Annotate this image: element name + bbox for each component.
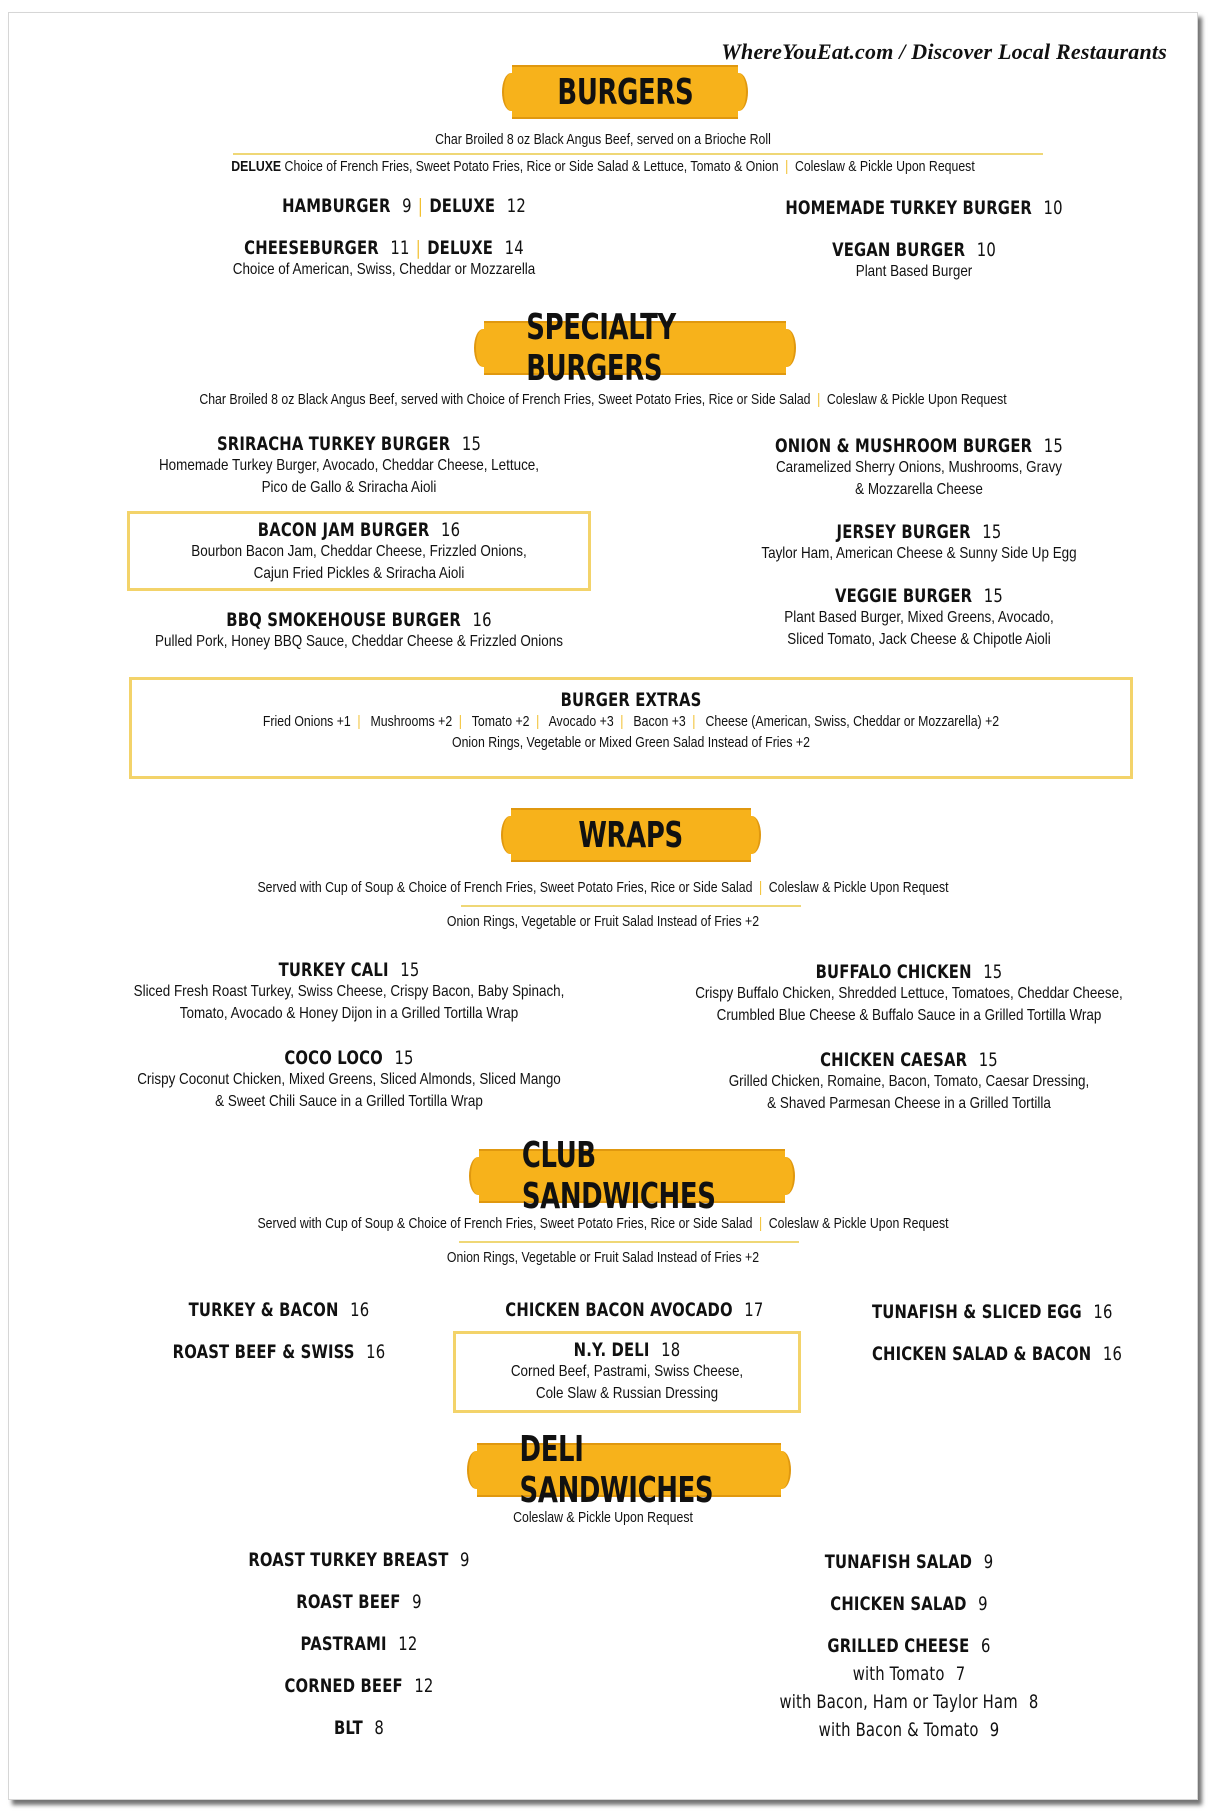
item-name: HAMBURGER bbox=[282, 195, 391, 217]
item-description: Pulled Pork, Honey BBQ Sauce, Cheddar Cheese & Frizzled Onions bbox=[155, 633, 563, 650]
option-label: with Bacon, Ham or Taylor Ham bbox=[779, 1691, 1018, 1713]
menu-item bbox=[699, 521, 1139, 565]
item-price: 10 bbox=[1043, 197, 1063, 219]
item-name: GRILLED CHEESE bbox=[827, 1635, 970, 1657]
item-description: Tomato, Avocado & Honey Dijon in a Grilled Tortilla Wrap bbox=[179, 1005, 519, 1022]
item-description: Taylor Ham, American Cheese & Sunny Side Up Egg bbox=[761, 545, 1077, 562]
item-name: HOMEMADE TURKEY BURGER bbox=[785, 197, 1032, 219]
section-banner-club-sandwiches bbox=[479, 1135, 785, 1217]
item-description: Sliced Fresh Roast Turkey, Swiss Cheese, Crispy Bacon, Baby Spinach, bbox=[133, 983, 565, 1000]
item-price: 15 bbox=[394, 1047, 414, 1069]
divider bbox=[233, 153, 1043, 155]
item-description: Grilled Chicken, Romaine, Bacon, Tomato, Caesar Dressing, bbox=[728, 1073, 1090, 1090]
item-price: 12 bbox=[414, 1675, 434, 1697]
item-price: 15 bbox=[982, 521, 1002, 543]
item-name: CHICKEN SALAD & BACON bbox=[872, 1343, 1092, 1365]
item-description: & Sweet Chili Sauce in a Grilled Tortilla Wrap bbox=[215, 1093, 483, 1110]
item-price: 15 bbox=[983, 585, 1003, 607]
divider bbox=[461, 905, 801, 907]
extra-option: Mushrooms +2 bbox=[370, 713, 453, 730]
substitute-note: Onion Rings, Vegetable or Fruit Salad Instead of Fries +2 bbox=[446, 1249, 760, 1266]
upon-request-note: Coleslaw & Pickle Upon Request bbox=[768, 1215, 949, 1232]
item-name: BUFFALO CHICKEN bbox=[815, 961, 972, 983]
item-name: COCO LOCO bbox=[284, 1047, 383, 1069]
section-title: CLUB SANDWICHES bbox=[521, 1135, 716, 1217]
item-name: TURKEY CALI bbox=[278, 959, 389, 981]
item-description: Homemade Turkey Burger, Avocado, Cheddar Cheese, Lettuce, bbox=[158, 457, 540, 474]
deli-right-column bbox=[739, 1551, 1079, 1747]
menu-item bbox=[699, 239, 1129, 283]
item-price: 8 bbox=[374, 1717, 385, 1739]
item-price: 6 bbox=[981, 1635, 991, 1657]
item-price: 15 bbox=[983, 961, 1003, 983]
grilled-cheese-option bbox=[776, 1691, 1041, 1719]
menu-item: HAMBURGER 9 | DELUXE 12 bbox=[282, 195, 526, 217]
menu-page bbox=[8, 12, 1198, 1800]
item-price: 15 bbox=[461, 433, 482, 455]
item-name: CORNED BEEF bbox=[284, 1675, 403, 1697]
subtitle-text: Served with Cup of Soup & Choice of French Fries, Sweet Potato Fries, Rice or Side Salad bbox=[257, 1215, 753, 1232]
item-name: TUNAFISH & SLICED EGG bbox=[872, 1301, 1082, 1323]
extra-option: Bacon +3 bbox=[633, 713, 686, 730]
extras-substitute: Onion Rings, Vegetable or Mixed Green Salad Instead of Fries +2 bbox=[452, 734, 810, 751]
grilled-cheese-option bbox=[776, 1663, 1041, 1691]
menu-item bbox=[776, 1635, 1041, 1663]
item-name: SRIRACHA TURKEY BURGER bbox=[216, 433, 451, 455]
item-description: Cajun Fried Pickles & Sriracha Aioli bbox=[253, 565, 465, 582]
item-price: 9 bbox=[402, 195, 412, 217]
menu-item bbox=[129, 1299, 429, 1321]
item-description: Caramelized Sherry Onions, Mushrooms, Gravy bbox=[775, 459, 1063, 476]
menu-item bbox=[699, 585, 1139, 651]
substitute-note: Onion Rings, Vegetable or Fruit Salad Instead of Fries +2 bbox=[446, 913, 760, 930]
item-name: BBQ SMOKEHOUSE BURGER bbox=[226, 609, 461, 631]
item-description: & Mozzarella Cheese bbox=[855, 481, 983, 498]
item-name: JERSEY BURGER bbox=[836, 521, 971, 543]
extra-option: Tomato +2 bbox=[471, 713, 530, 730]
menu-item bbox=[469, 1299, 799, 1321]
item-name: VEGGIE BURGER bbox=[835, 585, 973, 607]
item-name: CHICKEN BACON AVOCADO bbox=[505, 1299, 733, 1321]
menu-item bbox=[119, 433, 579, 499]
item-price: 9 bbox=[460, 1549, 470, 1571]
item-name: TURKEY & BACON bbox=[188, 1299, 339, 1321]
menu-item: CHEESEBURGER 11 | DELUXE 14 Choice of American, Swiss, Cheddar or Mozzarella bbox=[169, 237, 599, 281]
extras-title: BURGER EXTRAS bbox=[560, 689, 702, 711]
deli-left-column bbox=[199, 1549, 519, 1759]
section-title: WRAPS bbox=[578, 814, 684, 856]
item-price: 16 bbox=[1102, 1343, 1123, 1365]
item-price: 17 bbox=[744, 1299, 764, 1321]
menu-item-featured bbox=[453, 1339, 801, 1405]
menu-item bbox=[234, 1717, 484, 1759]
item-price: 11 bbox=[390, 237, 410, 259]
item-price: 15 bbox=[978, 1049, 998, 1071]
burger-extras bbox=[129, 689, 1133, 751]
menu-item bbox=[709, 197, 1139, 219]
item-name: ROAST BEEF & SWISS bbox=[172, 1341, 355, 1363]
item-description: Plant Based Burger, Mixed Greens, Avocado, bbox=[784, 609, 1054, 626]
option-price: 7 bbox=[955, 1663, 966, 1685]
item-price: 18 bbox=[661, 1339, 681, 1361]
section-banner-specialty-burgers bbox=[484, 307, 786, 389]
menu-item-featured bbox=[127, 519, 591, 585]
section-title: SPECIALTY BURGERS bbox=[526, 307, 676, 389]
deluxe-price: 12 bbox=[506, 195, 526, 217]
menu-item bbox=[699, 435, 1139, 501]
site-watermark: WhereYouEat.com / Discover Local Restaurants bbox=[721, 39, 1167, 64]
section-subtitle: Served with Cup of Soup & Choice of French Fries, Sweet Potato Fries, Rice or Side Salad | Coleslaw & Pickle Upon Request bbox=[257, 879, 949, 896]
extra-option: Avocado +3 bbox=[548, 713, 614, 730]
item-price: 9 bbox=[983, 1551, 994, 1573]
menu-item bbox=[129, 1341, 429, 1363]
menu-item bbox=[839, 1301, 1139, 1323]
item-name: VEGAN BURGER bbox=[832, 239, 966, 261]
extra-option: Cheese (American, Swiss, Cheddar or Mozzarella) +2 bbox=[705, 713, 1000, 730]
item-price: 15 bbox=[1043, 435, 1063, 457]
subtitle-text: Char Broiled 8 oz Black Angus Beef, served with Choice of French Fries, Sweet Potato Fries, Rice or Side Salad bbox=[199, 391, 811, 408]
item-name: ROAST BEEF bbox=[296, 1591, 401, 1613]
extras-options: Fried Onions +1 | Mushrooms +2 | Tomato +2 | Avocado +3 | Bacon +3 | Cheese (American, Swiss, Cheddar or Mozzarella) +2 bbox=[262, 713, 1000, 730]
item-description: Bourbon Bacon Jam, Cheddar Cheese, Frizzled Onions, bbox=[191, 543, 527, 560]
menu-item bbox=[234, 1675, 484, 1717]
menu-item bbox=[649, 1049, 1169, 1115]
menu-item bbox=[234, 1633, 484, 1675]
item-name: ROAST TURKEY BREAST bbox=[248, 1549, 449, 1571]
item-price: 12 bbox=[398, 1633, 418, 1655]
section-banner-burgers bbox=[512, 65, 738, 119]
option-label: with Bacon & Tomato bbox=[818, 1719, 979, 1741]
option-price: 8 bbox=[1028, 1691, 1039, 1713]
item-name: CHEESEBURGER bbox=[244, 237, 379, 259]
section-banner-wraps bbox=[511, 808, 751, 862]
upon-request-note: Coleslaw & Pickle Upon Request bbox=[513, 1509, 693, 1526]
item-price: 16 bbox=[1093, 1301, 1113, 1323]
item-price: 16 bbox=[472, 609, 492, 631]
deluxe-label: DELUXE bbox=[429, 195, 496, 217]
menu-item bbox=[649, 961, 1169, 1027]
section-banner-deli-sandwiches bbox=[477, 1429, 781, 1511]
item-name: CHICKEN SALAD bbox=[830, 1593, 967, 1615]
item-price: 16 bbox=[350, 1299, 370, 1321]
item-description: Corned Beef, Pastrami, Swiss Cheese, bbox=[510, 1363, 744, 1380]
item-name: TUNAFISH SALAD bbox=[824, 1551, 973, 1573]
item-description: Sliced Tomato, Jack Cheese & Chipotle Aioli bbox=[787, 631, 1051, 648]
grilled-cheese-option bbox=[776, 1719, 1041, 1747]
section-subtitle: Char Broiled 8 oz Black Angus Beef, served on a Brioche Roll bbox=[435, 131, 771, 148]
item-price: 10 bbox=[976, 239, 996, 261]
item-description: Crumbled Blue Cheese & Buffalo Sauce in a Grilled Tortilla Wrap bbox=[716, 1007, 1102, 1024]
item-description: Crispy Buffalo Chicken, Shredded Lettuce, Tomatoes, Cheddar Cheese, bbox=[695, 985, 1123, 1002]
deluxe-label: DELUXE bbox=[231, 158, 282, 175]
extra-option: Fried Onions +1 bbox=[262, 713, 351, 730]
item-name: BACON JAM BURGER bbox=[257, 519, 430, 541]
item-price: 9 bbox=[978, 1593, 988, 1615]
upon-request-note: Coleslaw & Pickle Upon Request bbox=[826, 391, 1007, 408]
option-price: 9 bbox=[989, 1719, 1000, 1741]
deluxe-note: DELUXE Choice of French Fries, Sweet Potato Fries, Rice or Side Salad & Lettuce, Tomato & Onion | Coleslaw & Pickle Upon Request bbox=[231, 158, 975, 175]
menu-item bbox=[776, 1593, 1041, 1635]
item-description: Crispy Coconut Chicken, Mixed Greens, Sliced Almonds, Sliced Mango bbox=[137, 1071, 561, 1088]
item-name: BLT bbox=[333, 1717, 363, 1739]
menu-item bbox=[234, 1549, 484, 1591]
option-label: with Tomato bbox=[852, 1663, 945, 1685]
item-price: 16 bbox=[366, 1341, 386, 1363]
menu-item bbox=[89, 1047, 609, 1113]
item-price: 9 bbox=[412, 1591, 422, 1613]
item-price: 16 bbox=[441, 519, 461, 541]
menu-item bbox=[89, 959, 609, 1025]
menu-item bbox=[234, 1591, 484, 1633]
item-name: ONION & MUSHROOM BURGER bbox=[775, 435, 1033, 457]
item-name: CHICKEN CAESAR bbox=[820, 1049, 968, 1071]
deluxe-label: DELUXE bbox=[427, 237, 494, 259]
upon-request-note: Coleslaw & Pickle Upon Request bbox=[794, 158, 975, 175]
menu-item bbox=[109, 609, 609, 653]
item-description: Plant Based Burger bbox=[855, 263, 973, 280]
section-subtitle: Served with Cup of Soup & Choice of French Fries, Sweet Potato Fries, Rice or Side Salad | Coleslaw & Pickle Upon Request bbox=[257, 1215, 949, 1232]
item-description: Pico de Gallo & Sriracha Aioli bbox=[261, 479, 437, 496]
subtitle-text: Served with Cup of Soup & Choice of French Fries, Sweet Potato Fries, Rice or Side Salad bbox=[257, 879, 753, 896]
section-title: BURGERS bbox=[557, 71, 693, 113]
upon-request-note: Coleslaw & Pickle Upon Request bbox=[768, 879, 949, 896]
item-price: 15 bbox=[400, 959, 420, 981]
item-name: N.Y. DELI bbox=[573, 1339, 650, 1361]
section-subtitle: Char Broiled 8 oz Black Angus Beef, served with Choice of French Fries, Sweet Potato Fries, Rice or Side Salad | Coleslaw & Pickle Upon Request bbox=[199, 391, 1007, 408]
section-title: DELI SANDWICHES bbox=[519, 1429, 714, 1511]
item-name: PASTRAMI bbox=[300, 1633, 387, 1655]
item-description: Choice of American, Swiss, Cheddar or Mozzarella bbox=[232, 261, 536, 278]
deluxe-description: Choice of French Fries, Sweet Potato Fries, Rice or Side Salad & Lettuce, Tomato & Onion bbox=[284, 158, 779, 175]
deluxe-price: 14 bbox=[504, 237, 524, 259]
menu-item bbox=[839, 1343, 1139, 1365]
item-description: & Shaved Parmesan Cheese in a Grilled Tortilla bbox=[767, 1095, 1051, 1112]
divider bbox=[459, 1241, 799, 1243]
item-description: Cole Slaw & Russian Dressing bbox=[535, 1385, 719, 1402]
menu-item bbox=[776, 1551, 1041, 1593]
